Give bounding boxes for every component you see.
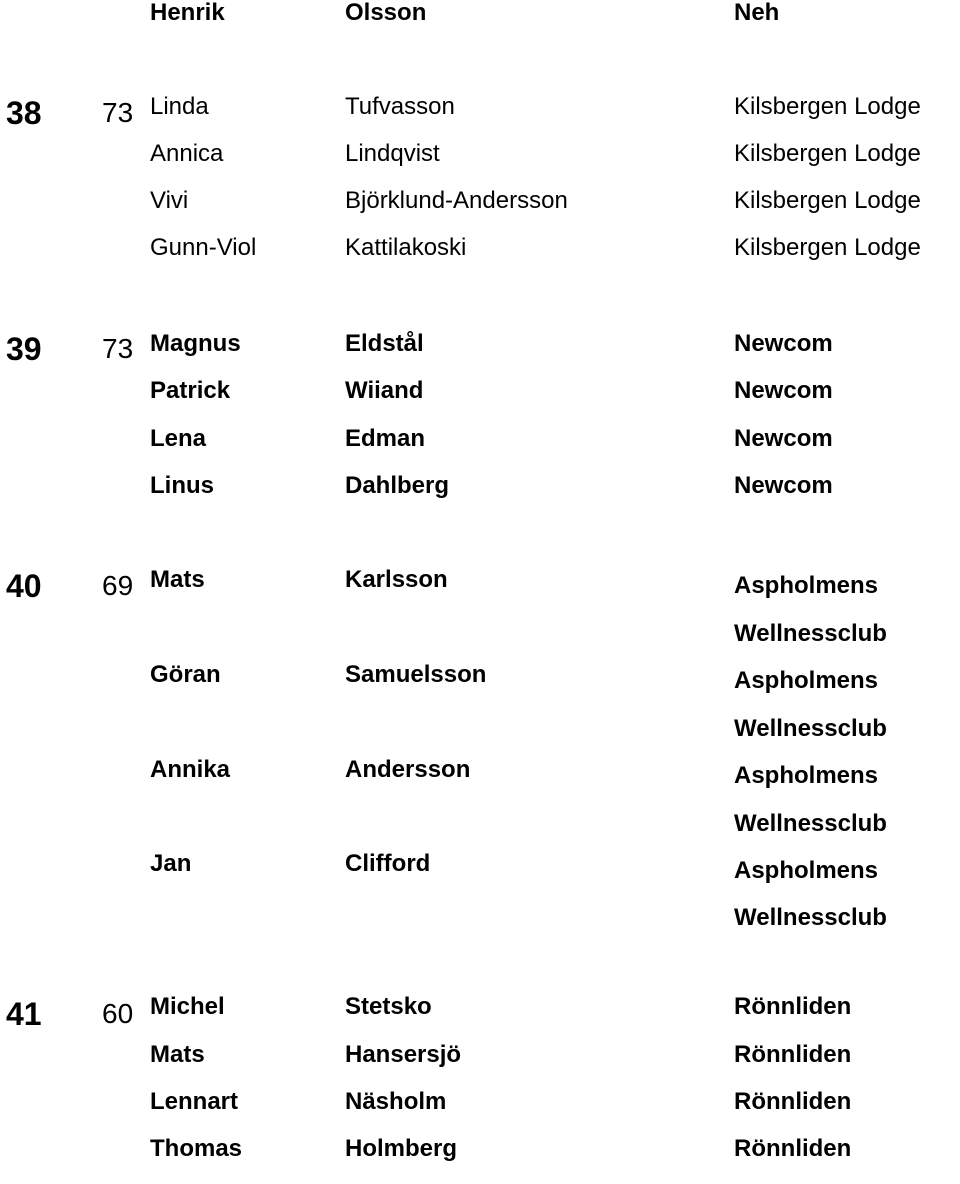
club-name-line1: Aspholmens [734,667,879,694]
first-name: Thomas [150,1135,243,1162]
team-rank: 40 [6,568,42,604]
member-row [0,95,960,142]
club-name-line1: Aspholmens [734,572,879,599]
first-name: Mats [150,566,205,593]
club-name: Kilsbergen Lodge [734,234,921,261]
last-name: Wiiand [345,377,424,404]
last-name: Stetsko [345,993,432,1020]
first-name: Linda [150,93,209,120]
team-score: 73 [102,97,134,128]
member-row [0,474,960,521]
last-name: Olsson [345,0,427,26]
last-name: Clifford [345,850,431,877]
first-name: Magnus [150,330,241,357]
team-score: 69 [102,570,134,601]
member-row [0,1090,960,1137]
member-row [0,332,960,379]
member-row [0,995,960,1042]
last-name: Lindqvist [345,140,440,167]
top-row [0,0,960,47]
member-row [0,142,960,189]
last-name: Näsholm [345,1088,447,1115]
last-name: Eldstål [345,330,424,357]
last-name: Björklund-Andersson [345,187,568,214]
team-rank: 38 [6,95,42,131]
first-name: Lennart [150,1088,239,1115]
club-name: Kilsbergen Lodge [734,140,921,167]
team-rank: 41 [6,996,42,1032]
team-rank: 39 [6,331,42,367]
last-name: Dahlberg [345,472,450,499]
club-name: Newcom [734,425,833,452]
member-row [0,236,960,283]
team-score: 73 [102,333,134,364]
member-row [0,1137,960,1184]
first-name: Annika [150,756,231,783]
first-name: Annica [150,140,224,167]
first-name: Mats [150,1041,205,1068]
club-name: Kilsbergen Lodge [734,187,921,214]
club-name-line2: Wellnessclub [734,715,887,742]
member-row [0,189,960,236]
last-name: Kattilakoski [345,234,467,261]
last-name: Edman [345,425,426,452]
club-name: Kilsbergen Lodge [734,93,921,120]
last-name: Karlsson [345,566,448,593]
club-name: Rönnliden [734,1135,852,1162]
first-name: Henrik [150,0,225,26]
member-row [0,1043,960,1090]
first-name: Linus [150,472,214,499]
club-name-line1: Aspholmens [734,762,879,789]
club-name: Newcom [734,377,833,404]
club-name: Rönnliden [734,1041,852,1068]
club-name: Rönnliden [734,1088,852,1115]
club-name-line1: Aspholmens [734,857,879,884]
club-name: Newcom [734,472,833,499]
last-name: Tufvasson [345,93,455,120]
last-name: Hansersjö [345,1041,462,1068]
club-name: Neh [734,0,780,26]
club-name: Rönnliden [734,993,852,1020]
first-name: Vivi [150,187,189,214]
last-name: Holmberg [345,1135,458,1162]
member-row [0,427,960,474]
club-name-line2: Wellnessclub [734,810,887,837]
club-name-line2: Wellnessclub [734,620,887,647]
first-name: Jan [150,850,192,877]
first-name: Lena [150,425,207,452]
first-name: Gunn-Viol [150,234,257,261]
member-row [0,379,960,426]
club-name: Newcom [734,330,833,357]
last-name: Andersson [345,756,471,783]
club-name-line2: Wellnessclub [734,904,887,931]
first-name: Patrick [150,377,231,404]
last-name: Samuelsson [345,661,487,688]
team-score: 60 [102,998,134,1029]
first-name: Michel [150,993,225,1020]
first-name: Göran [150,661,221,688]
